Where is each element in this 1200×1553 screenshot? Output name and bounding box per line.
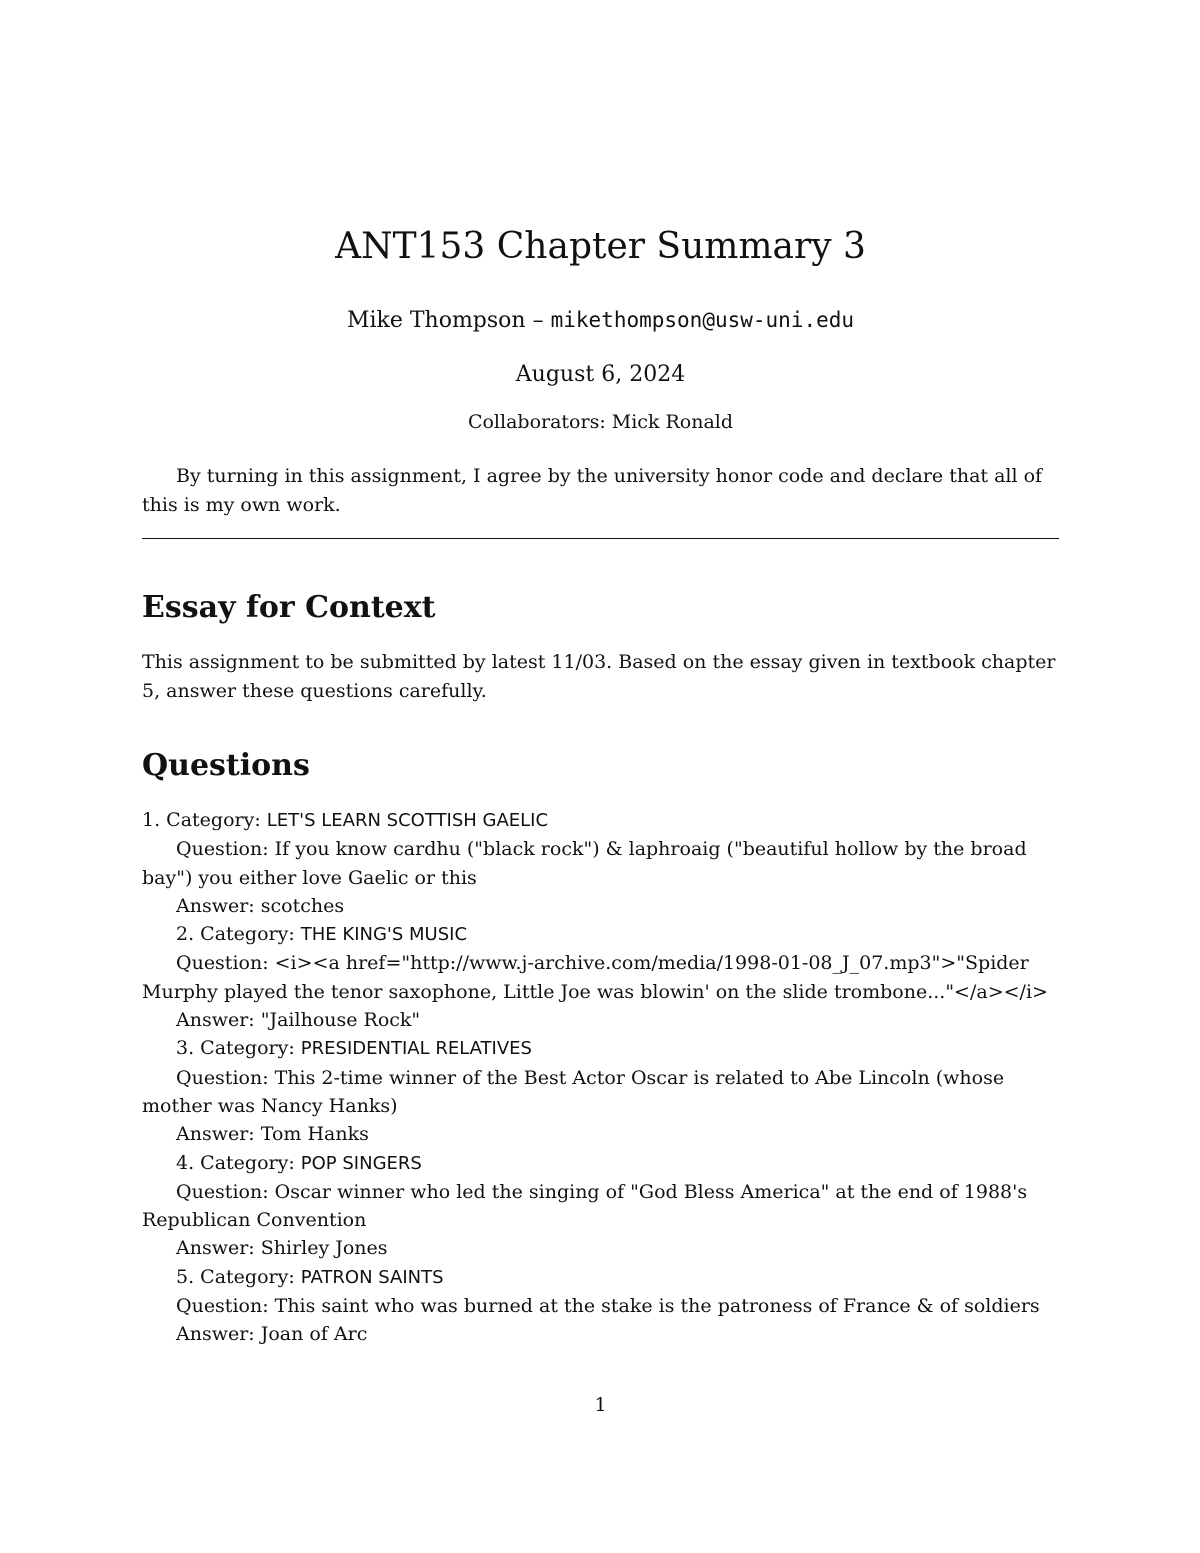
document-title: ANT153 Chapter Summary 3 bbox=[335, 226, 866, 267]
question-text: This 2-time winner of the Best Actor Oscar is related to Abe Lincoln (whose mother was Nancy Hanks) bbox=[142, 1066, 1005, 1117]
category-line bbox=[142, 806, 1059, 835]
category-line bbox=[142, 1263, 1059, 1292]
author-name: Mike Thompson bbox=[346, 308, 526, 333]
questions-heading: Questions bbox=[142, 748, 310, 783]
question-prefix: Question: bbox=[176, 952, 275, 975]
category-prefix: Category: bbox=[166, 809, 267, 831]
category-prefix: Category: bbox=[200, 1265, 301, 1288]
answer-line bbox=[142, 1120, 1059, 1148]
collaborators: Collaborators: Mick Ronald bbox=[467, 411, 734, 433]
question-text: This saint who was burned at the stake is the patroness of France & of soldiers bbox=[274, 1295, 1040, 1318]
answer-text: Shirley Jones bbox=[260, 1237, 388, 1260]
answer-line bbox=[142, 1234, 1059, 1262]
item-number: 5. bbox=[176, 1265, 201, 1288]
category-line bbox=[142, 920, 1059, 949]
question-line bbox=[142, 949, 1059, 1006]
answer-line bbox=[142, 1006, 1059, 1034]
author-line bbox=[142, 305, 1059, 336]
answer-text: "Jailhouse Rock" bbox=[260, 1009, 421, 1032]
answer-text: Joan of Arc bbox=[260, 1323, 368, 1346]
page-number: 1 bbox=[594, 1394, 607, 1416]
document-page bbox=[142, 0, 1059, 1553]
author-separator: – bbox=[525, 308, 551, 333]
category-prefix: Category: bbox=[200, 1151, 301, 1174]
category-name: PRESIDENTIAL RELATIVES bbox=[300, 1038, 532, 1060]
answer-prefix: Answer: bbox=[176, 1009, 261, 1032]
answer-line bbox=[142, 1320, 1059, 1348]
question-line bbox=[142, 835, 1059, 892]
answer-text: scotches bbox=[260, 894, 345, 917]
item-number: 4. bbox=[176, 1151, 201, 1174]
category-line bbox=[142, 1149, 1059, 1178]
category-line bbox=[142, 1034, 1059, 1063]
question-line bbox=[142, 1292, 1059, 1320]
horizontal-rule bbox=[142, 538, 1059, 539]
category-name: LET'S LEARN SCOTTISH GAELIC bbox=[266, 810, 549, 831]
category-name: PATRON SAINTS bbox=[300, 1266, 444, 1288]
question-prefix: Question: bbox=[176, 838, 275, 861]
question-text: Oscar winner who led the singing of "God Bless America" at the end of 1988's Republican Convention bbox=[142, 1180, 1028, 1232]
item-number: 3. bbox=[176, 1037, 201, 1060]
category-prefix: Category: bbox=[200, 923, 301, 946]
question-prefix: Question: bbox=[176, 1066, 275, 1089]
question-line bbox=[142, 1178, 1059, 1235]
question-line bbox=[142, 1064, 1059, 1121]
document-date: August 6, 2024 bbox=[515, 362, 686, 387]
answer-prefix: Answer: bbox=[176, 894, 261, 917]
author-email: mikethompson@usw-uni.edu bbox=[550, 308, 855, 332]
answer-prefix: Answer: bbox=[176, 1323, 261, 1346]
category-name: THE KING'S MUSIC bbox=[300, 924, 468, 946]
question-text: If you know cardhu ("black rock") & laphroaig ("beautiful hollow by the broad bay") you either love Gaelic or this bbox=[142, 838, 1027, 889]
essay-body: This assignment to be submitted by latest 11/03. Based on the essay given in textbook chapter 5, answer these questions carefully. bbox=[142, 651, 1056, 702]
answer-line bbox=[142, 892, 1059, 920]
category-name: POP SINGERS bbox=[300, 1152, 422, 1174]
question-list bbox=[142, 806, 1059, 1349]
answer-text: Tom Hanks bbox=[260, 1123, 369, 1146]
question-prefix: Question: bbox=[176, 1295, 275, 1318]
item-number: 1. bbox=[142, 809, 167, 831]
essay-heading: Essay for Context bbox=[142, 590, 436, 625]
question-text: <i><a href="http://www.j-archive.com/media/1998-01-08_J_07.mp3">"Spider Murphy played the tenor saxophone, Little Joe was blowin' on the slide trombone..."</a></i> bbox=[142, 952, 1048, 1003]
category-prefix: Category: bbox=[200, 1037, 301, 1060]
answer-prefix: Answer: bbox=[176, 1237, 261, 1260]
question-prefix: Question: bbox=[176, 1180, 275, 1203]
honor-statement: By turning in this assignment, I agree by the university honor code and declare that all of this is my own work. bbox=[142, 465, 1043, 516]
answer-prefix: Answer: bbox=[176, 1123, 261, 1146]
item-number: 2. bbox=[176, 923, 201, 946]
